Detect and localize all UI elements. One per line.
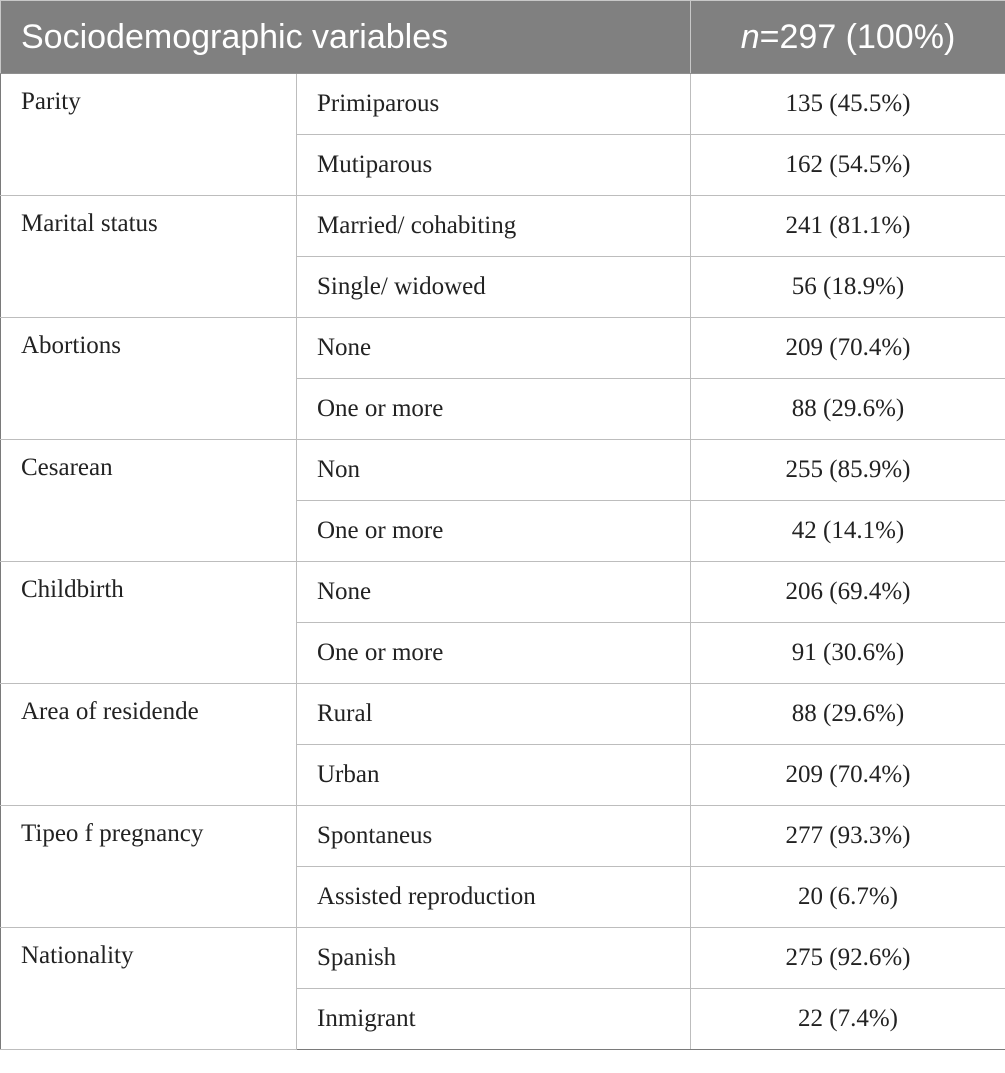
header-variables: Sociodemographic variables bbox=[1, 1, 691, 74]
category-cell: Mutiparous bbox=[297, 135, 691, 196]
group-label: Tipeo f pregnancy bbox=[1, 806, 297, 928]
table-row bbox=[1, 684, 1005, 745]
header-n: n bbox=[740, 17, 760, 56]
value-cell: 135 (45.5%) bbox=[691, 74, 1005, 135]
header-total: =297 (100%) bbox=[759, 17, 956, 56]
table-row bbox=[1, 74, 1005, 135]
table-row bbox=[1, 806, 1005, 867]
header-count bbox=[691, 1, 1005, 74]
group-label: Marital status bbox=[1, 196, 297, 318]
table-row bbox=[1, 318, 1005, 379]
category-cell: Spanish bbox=[297, 928, 691, 989]
group-label: Abortions bbox=[1, 318, 297, 440]
table-row bbox=[1, 928, 1005, 989]
value-cell: 275 (92.6%) bbox=[691, 928, 1005, 989]
group-label: Nationality bbox=[1, 928, 297, 1050]
table-header bbox=[1, 1, 1005, 74]
category-cell: Single/ widowed bbox=[297, 257, 691, 318]
category-cell: Non bbox=[297, 440, 691, 501]
table-row bbox=[1, 562, 1005, 623]
value-cell: 20 (6.7%) bbox=[691, 867, 1005, 928]
value-cell: 209 (70.4%) bbox=[691, 318, 1005, 379]
value-cell: 255 (85.9%) bbox=[691, 440, 1005, 501]
value-cell: 88 (29.6%) bbox=[691, 684, 1005, 745]
table-row bbox=[1, 196, 1005, 257]
value-cell: 88 (29.6%) bbox=[691, 379, 1005, 440]
value-cell: 22 (7.4%) bbox=[691, 989, 1005, 1050]
value-cell: 42 (14.1%) bbox=[691, 501, 1005, 562]
category-cell: Rural bbox=[297, 684, 691, 745]
category-cell: Urban bbox=[297, 745, 691, 806]
value-cell: 162 (54.5%) bbox=[691, 135, 1005, 196]
category-cell: Assisted reproduction bbox=[297, 867, 691, 928]
group-label: Parity bbox=[1, 74, 297, 196]
category-cell: One or more bbox=[297, 623, 691, 684]
group-label: Cesarean bbox=[1, 440, 297, 562]
category-cell: Primiparous bbox=[297, 74, 691, 135]
group-label: Childbirth bbox=[1, 562, 297, 684]
table-row bbox=[1, 440, 1005, 501]
value-cell: 277 (93.3%) bbox=[691, 806, 1005, 867]
category-cell: None bbox=[297, 562, 691, 623]
category-cell: None bbox=[297, 318, 691, 379]
header-row bbox=[1, 1, 1005, 74]
category-cell: One or more bbox=[297, 379, 691, 440]
table-body bbox=[1, 74, 1005, 1050]
value-cell: 56 (18.9%) bbox=[691, 257, 1005, 318]
value-cell: 209 (70.4%) bbox=[691, 745, 1005, 806]
category-cell: Married/ cohabiting bbox=[297, 196, 691, 257]
value-cell: 91 (30.6%) bbox=[691, 623, 1005, 684]
value-cell: 241 (81.1%) bbox=[691, 196, 1005, 257]
value-cell: 206 (69.4%) bbox=[691, 562, 1005, 623]
group-label: Area of residende bbox=[1, 684, 297, 806]
category-cell: One or more bbox=[297, 501, 691, 562]
category-cell: Spontaneus bbox=[297, 806, 691, 867]
category-cell: Inmigrant bbox=[297, 989, 691, 1050]
